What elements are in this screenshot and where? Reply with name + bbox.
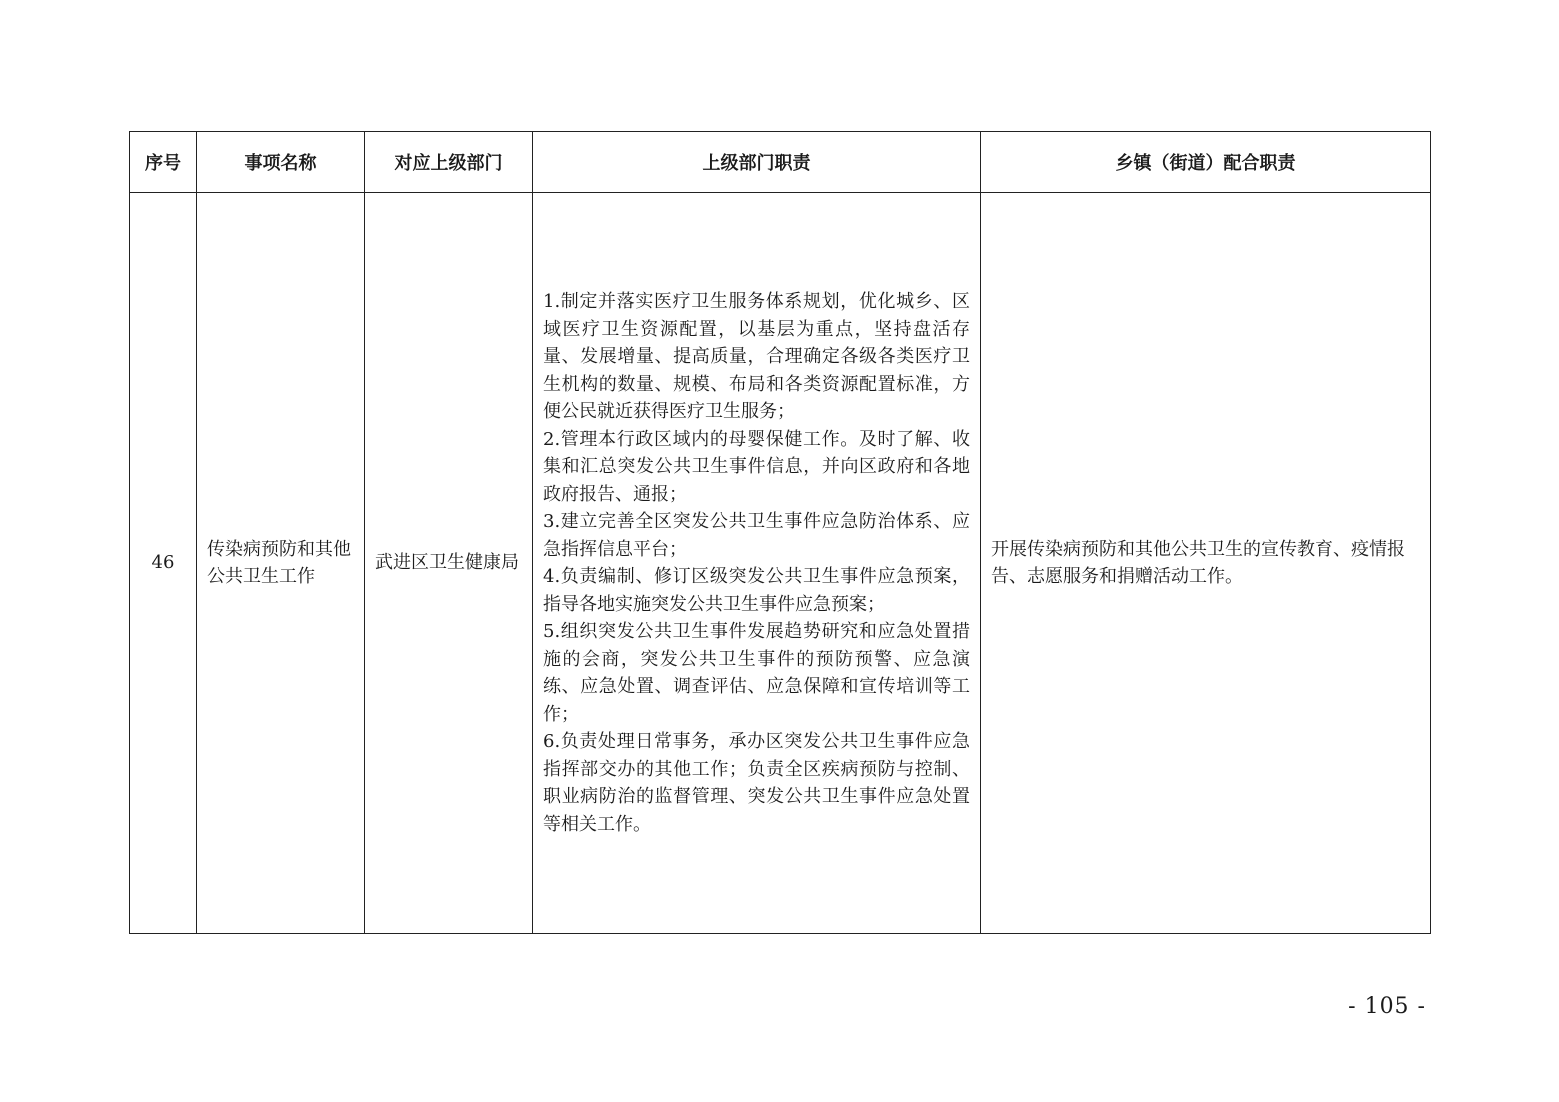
upper-dept: 武进区卫生健康局 — [365, 193, 533, 934]
header-town-duty: 乡镇（街道）配合职责 — [981, 132, 1431, 193]
duty-table — [129, 131, 1431, 934]
row-number: 46 — [130, 193, 197, 934]
item-name: 传染病预防和其他公共卫生工作 — [197, 193, 365, 934]
upper-duty-item-3: 3.建立完善全区突发公共卫生事件应急防治体系、应急指挥信息平台； — [543, 511, 970, 560]
table-header — [130, 132, 1431, 193]
table-row — [130, 193, 1431, 934]
upper-duty-cell — [533, 193, 981, 934]
header-item-name: 事项名称 — [197, 132, 365, 193]
header-row — [130, 132, 1431, 193]
upper-duty-item-4: 4.负责编制、修订区级突发公共卫生事件应急预案，指导各地实施突发公共卫生事件应急预案； — [543, 566, 970, 615]
page-number: - 105 - — [1348, 994, 1426, 1019]
upper-duty-item-5: 5.组织突发公共卫生事件发展趋势研究和应急处置措施的会商，突发公共卫生事件的预防预警、应急演练、应急处置、调查评估、应急保障和宣传培训等工作； — [543, 621, 970, 725]
town-duty: 开展传染病预防和其他公共卫生的宣传教育、疫情报告、志愿服务和捐赠活动工作。 — [981, 193, 1431, 934]
upper-duty-item-6: 6.负责处理日常事务，承办区突发公共卫生事件应急指挥部交办的其他工作；负责全区疾病预防与控制、职业病防治的监督管理、突发公共卫生事件应急处置等相关工作。 — [543, 731, 970, 835]
header-upper-duty: 上级部门职责 — [533, 132, 981, 193]
header-no: 序号 — [130, 132, 197, 193]
upper-duty-item-1: 1.制定并落实医疗卫生服务体系规划，优化城乡、区域医疗卫生资源配置，以基层为重点，坚持盘活存量、发展增量、提高质量，合理确定各级各类医疗卫生机构的数量、规模、布局和各类资源配置标准，方便公民就近获得医疗卫生服务； — [543, 291, 970, 422]
upper-duty-item-2: 2.管理本行政区域内的母婴保健工作。及时了解、收集和汇总突发公共卫生事件信息，并向区政府和各地政府报告、通报； — [543, 428, 970, 505]
header-upper-dept: 对应上级部门 — [365, 132, 533, 193]
